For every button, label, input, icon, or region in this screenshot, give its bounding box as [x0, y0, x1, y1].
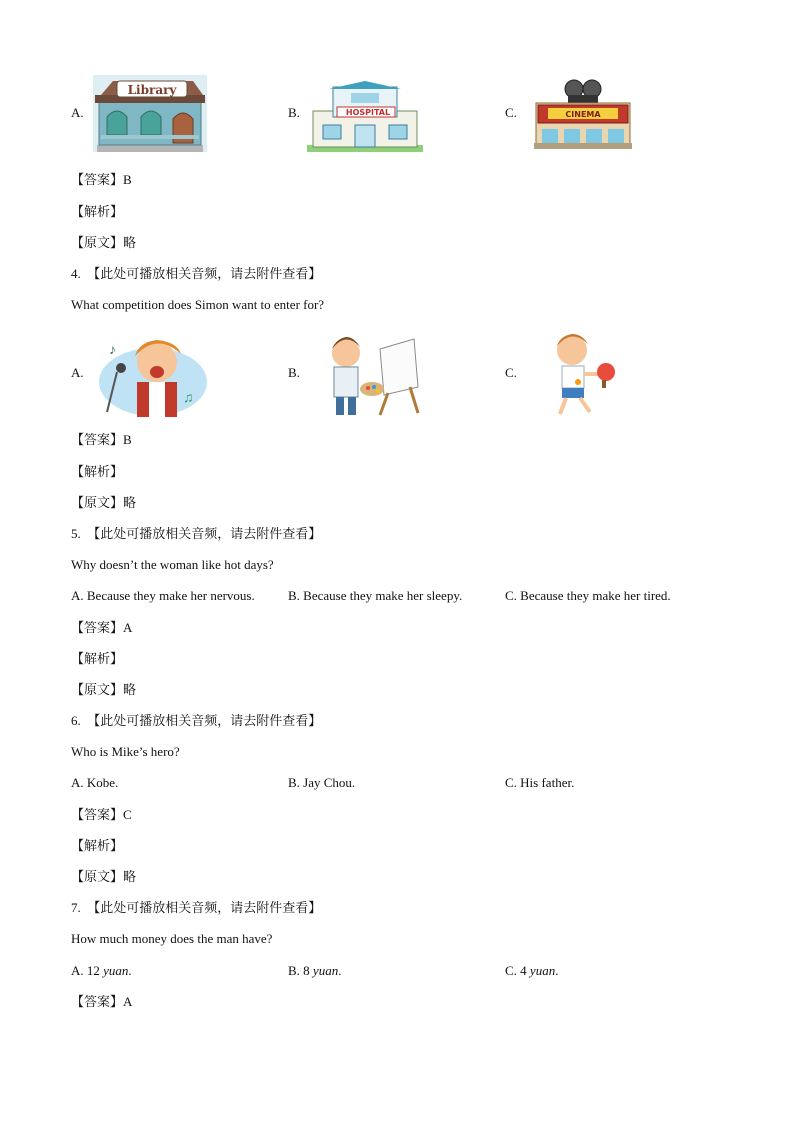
- q7-audio-note[interactable]: 【此处可播放相关音频，请去附件查看】: [87, 901, 322, 916]
- q3-option-c-letter: C.: [505, 105, 517, 120]
- q7-option-b-unit: yuan: [312, 963, 339, 978]
- q4-original-value: 略: [123, 496, 137, 511]
- q7-number: 7.: [71, 900, 81, 915]
- cinema-building-icon: [530, 79, 636, 154]
- answer-tag: 【答案】: [71, 173, 124, 188]
- q4-number: 4.: [71, 266, 81, 281]
- analysis-tag: 【解析】: [71, 465, 124, 480]
- q5-answer-line: [71, 619, 132, 638]
- q4-option-a-letter: A.: [71, 365, 84, 380]
- library-sign-text: Library: [127, 83, 177, 97]
- q5-audio-note[interactable]: 【此处可播放相关音频，请去附件查看】: [87, 527, 322, 542]
- q3-answer-line: [71, 171, 132, 190]
- answer-tag: 【答案】: [71, 995, 124, 1010]
- q3-analysis-line: [71, 203, 123, 222]
- q6-header: [71, 712, 321, 731]
- q5-header: [71, 525, 321, 544]
- q5-analysis-line: [71, 650, 123, 669]
- q5-option-c: C. Because they make her tired.: [505, 588, 671, 603]
- analysis-tag: 【解析】: [71, 652, 124, 667]
- q6-original-line: [71, 868, 136, 887]
- q3-original-value: 略: [123, 236, 137, 251]
- q3-option-a-letter: A.: [71, 105, 84, 120]
- q7-option-c-unit: yuan: [529, 963, 556, 978]
- q4-answer-value: B: [123, 432, 132, 447]
- q6-answer-value: C: [123, 807, 132, 822]
- q6-answer-line: [71, 806, 132, 825]
- q7-option-c-period: .: [555, 963, 559, 978]
- q7-option-a-period: .: [128, 963, 132, 978]
- hospital-building-icon: [307, 81, 423, 157]
- q5-answer-value: A: [123, 620, 133, 635]
- q6-number: 6.: [71, 713, 81, 728]
- original-tag: 【原文】: [71, 683, 124, 698]
- q4-question: What competition does Simon want to enter for?: [71, 297, 325, 312]
- q5-option-b: B. Because they make her sleepy.: [288, 588, 463, 603]
- q7-option-b-period: .: [338, 963, 342, 978]
- q6-original-value: 略: [123, 870, 137, 885]
- library-building-icon: [93, 75, 207, 157]
- q7-answer-value: A: [123, 994, 133, 1009]
- q7-option-a: [71, 962, 132, 980]
- q6-audio-note[interactable]: 【此处可播放相关音频，请去附件查看】: [87, 714, 322, 729]
- svg-text:♫: ♫: [183, 391, 194, 406]
- q7-option-b-amount: B. 8: [288, 963, 313, 978]
- original-tag: 【原文】: [71, 496, 124, 511]
- q7-option-b: [288, 962, 341, 980]
- q7-option-c: [505, 962, 558, 980]
- q6-option-c: C. His father.: [505, 775, 575, 790]
- q6-analysis-line: [71, 837, 123, 856]
- q6-option-a: A. Kobe.: [71, 775, 119, 790]
- q7-option-c-amount: C. 4: [505, 963, 530, 978]
- cinema-sign-text: CINEMA: [565, 110, 601, 119]
- q4-original-line: [71, 494, 136, 513]
- answer-tag: 【答案】: [71, 621, 124, 636]
- q4-analysis-line: [71, 463, 123, 482]
- answer-tag: 【答案】: [71, 433, 124, 448]
- q4-answer-line: [71, 431, 132, 450]
- q6-option-b: B. Jay Chou.: [288, 775, 356, 790]
- original-tag: 【原文】: [71, 870, 124, 885]
- ping-pong-boy-icon: [546, 330, 618, 421]
- q5-original-value: 略: [123, 683, 137, 698]
- q3-original-line: [71, 234, 136, 253]
- analysis-tag: 【解析】: [71, 205, 124, 220]
- q7-option-a-unit: yuan: [103, 963, 129, 978]
- q4-option-b-letter: B.: [288, 365, 300, 380]
- q4-option-c-letter: C.: [505, 365, 517, 380]
- painting-boy-icon: [318, 327, 422, 422]
- analysis-tag: 【解析】: [71, 839, 124, 854]
- answer-tag: 【答案】: [71, 808, 124, 823]
- svg-text:♪: ♪: [109, 343, 116, 358]
- q4-audio-note[interactable]: 【此处可播放相关音频，请去附件查看】: [87, 267, 322, 282]
- q4-header: [71, 265, 321, 284]
- original-tag: 【原文】: [71, 236, 124, 251]
- q5-question: Why doesn’t the woman like hot days?: [71, 557, 274, 572]
- q7-option-a-amount: A. 12: [71, 963, 104, 978]
- singing-boy-icon: [97, 332, 209, 422]
- q5-option-a: A. Because they make her nervous.: [71, 588, 255, 603]
- hospital-sign-text: HOSPITAL: [345, 108, 391, 117]
- q6-question: Who is Mike’s hero?: [71, 744, 180, 759]
- q7-question: How much money does the man have?: [71, 931, 273, 946]
- q7-answer-line: [71, 993, 132, 1012]
- q3-answer-value: B: [123, 172, 132, 187]
- q7-header: [71, 899, 321, 918]
- q3-option-b-letter: B.: [288, 105, 300, 120]
- q5-number: 5.: [71, 526, 81, 541]
- q5-original-line: [71, 681, 136, 700]
